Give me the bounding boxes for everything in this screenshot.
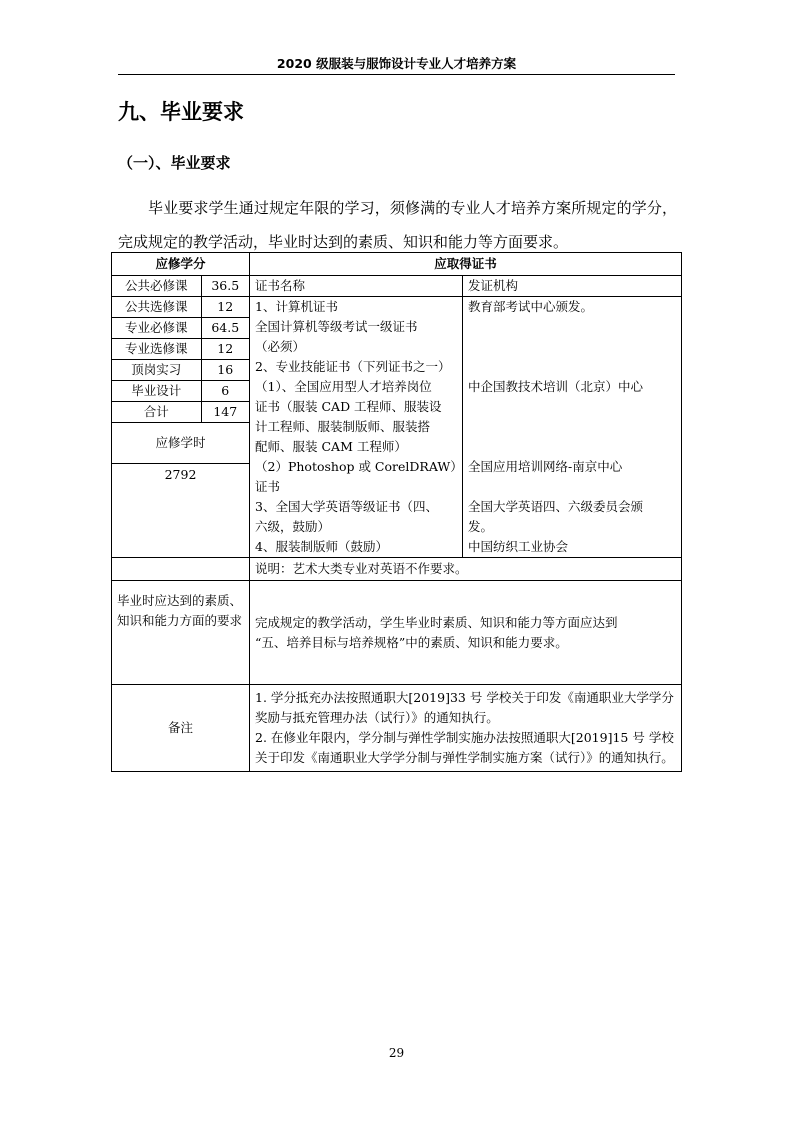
cert-name: 计工程师、服装制版师、服装搭 xyxy=(255,419,431,434)
credit-label: 专业必修课 xyxy=(112,318,201,339)
cert-name: （2）Photoshop 或 CorelDRAW） xyxy=(255,459,463,474)
credit-row xyxy=(112,276,249,297)
credits-certs-row xyxy=(112,276,682,558)
cert-issuer xyxy=(462,337,681,357)
graduation-requirements-table xyxy=(111,252,682,772)
header-rule xyxy=(118,74,675,75)
cert-name: （1）、全国应用型人才培养岗位 xyxy=(255,379,432,394)
remarks-label: 备注 xyxy=(112,685,250,772)
cert-issuer: 中企国教技术培训（北京）中心 xyxy=(462,377,681,397)
credit-label: 合计 xyxy=(112,402,201,423)
section-title: 九、毕业要求 xyxy=(118,100,244,124)
cert-name: 证书 xyxy=(255,479,281,494)
credit-value: 16 xyxy=(201,360,249,381)
cert-issuer: 全国大学英语四、六级委员会颁 xyxy=(462,497,681,517)
cert-issuer: 教育部考试中心颁发。 xyxy=(462,297,681,317)
credit-label: 公共选修课 xyxy=(112,297,201,318)
cert-issuer xyxy=(462,437,681,457)
quality-label: 毕业时应达到的素质、知识和能力方面的要求 xyxy=(112,581,250,685)
hours-value: 2792 xyxy=(164,467,197,482)
cert-name: 证书（服装 CAD 工程师、服装设 xyxy=(255,399,442,414)
quality-text-line-1: 完成规定的教学活动，学生毕业时素质、知识和能力等方面应达到 xyxy=(255,614,618,630)
credit-row xyxy=(112,297,249,318)
cert-name: 4、服装制版师（鼓励） xyxy=(255,539,388,554)
cert-issuer: 发。 xyxy=(462,517,681,537)
cert-issuer xyxy=(462,357,681,377)
credit-value: 12 xyxy=(201,339,249,360)
cert-col-issuer-header: 发证机构 xyxy=(462,276,681,297)
credit-label: 顶岗实习 xyxy=(112,360,201,381)
cert-name: 3、全国大学英语等级证书（四、 xyxy=(255,499,438,514)
cert-note-spacer xyxy=(112,558,250,581)
cert-note: 说明：艺术大类专业对英语不作要求。 xyxy=(250,558,682,581)
certs-grid xyxy=(250,276,681,557)
cert-issuer: 全国应用培训网络-南京中心 xyxy=(462,457,681,477)
cert-issuer xyxy=(462,477,681,497)
cert-name: 2、专业技能证书（下列证书之一） xyxy=(255,359,451,374)
credit-row xyxy=(112,318,249,339)
credit-row xyxy=(112,360,249,381)
remarks-item-2: 2. 在修业年限内，学分制与弹性学制实施办法按照通职大[2019]15 号 学校关于印发《南通职业大学学分制与弹性学制实施方案（试行）》的通知执行。 xyxy=(255,730,674,765)
credits-table xyxy=(112,276,249,423)
intro-paragraph: 毕业要求学生通过规定年限的学习，须修满的专业人才培养方案所规定的学分，完成规定的教学活动，毕业时达到的素质、知识和能力等方面要求。 xyxy=(118,199,677,251)
certs-cell xyxy=(250,276,682,558)
credit-row xyxy=(112,339,249,360)
page-header-title: 2020 级服装与服饰设计专业人才培养方案 xyxy=(276,56,517,71)
cert-note-row xyxy=(112,558,682,581)
credit-label: 公共必修课 xyxy=(112,276,201,297)
certs-header: 应取得证书 xyxy=(250,253,682,276)
credit-value: 64.5 xyxy=(201,318,249,339)
cert-name: 配师、服装 CAM 工程师） xyxy=(255,439,407,454)
quality-content xyxy=(250,581,682,685)
remarks-content xyxy=(250,685,682,772)
quality-row xyxy=(112,581,682,685)
cert-issuer xyxy=(462,317,681,337)
credit-value: 6 xyxy=(201,381,249,402)
cert-name: 1、计算机证书 xyxy=(255,299,338,314)
cert-issuer xyxy=(462,397,681,417)
cert-issuer xyxy=(462,417,681,437)
credits-header: 应修学分 xyxy=(112,253,250,276)
cert-name: 全国计算机等级考试一级证书 xyxy=(255,319,418,334)
credit-label: 毕业设计 xyxy=(112,381,201,402)
table-header-row xyxy=(112,253,682,276)
quality-text-line-2: “五、培养目标与培养规格”中的素质、知识和能力要求。 xyxy=(255,634,568,650)
credit-label: 专业选修课 xyxy=(112,339,201,360)
subsection-title: （一）、毕业要求 xyxy=(118,154,231,172)
hours-label: 应修学时 xyxy=(112,423,249,464)
credit-value: 12 xyxy=(201,297,249,318)
cert-issuer: 中国纺织工业协会 xyxy=(462,537,681,557)
remarks-row xyxy=(112,685,682,772)
page-number: 29 xyxy=(388,1046,405,1060)
credit-row xyxy=(112,381,249,402)
credits-cell xyxy=(112,276,250,558)
credit-row xyxy=(112,402,249,423)
cert-name: （必须） xyxy=(255,339,306,354)
cert-col-name-header: 证书名称 xyxy=(250,276,462,297)
credit-value: 147 xyxy=(201,402,249,423)
credit-value: 36.5 xyxy=(201,276,249,297)
remarks-item-1: 1. 学分抵充办法按照通职大[2019]33 号 学校关于印发《南通职业大学学分奖励与抵充管理办法（试行）》的通知执行。 xyxy=(255,690,674,725)
cert-name: 六级，鼓励） xyxy=(255,519,331,534)
